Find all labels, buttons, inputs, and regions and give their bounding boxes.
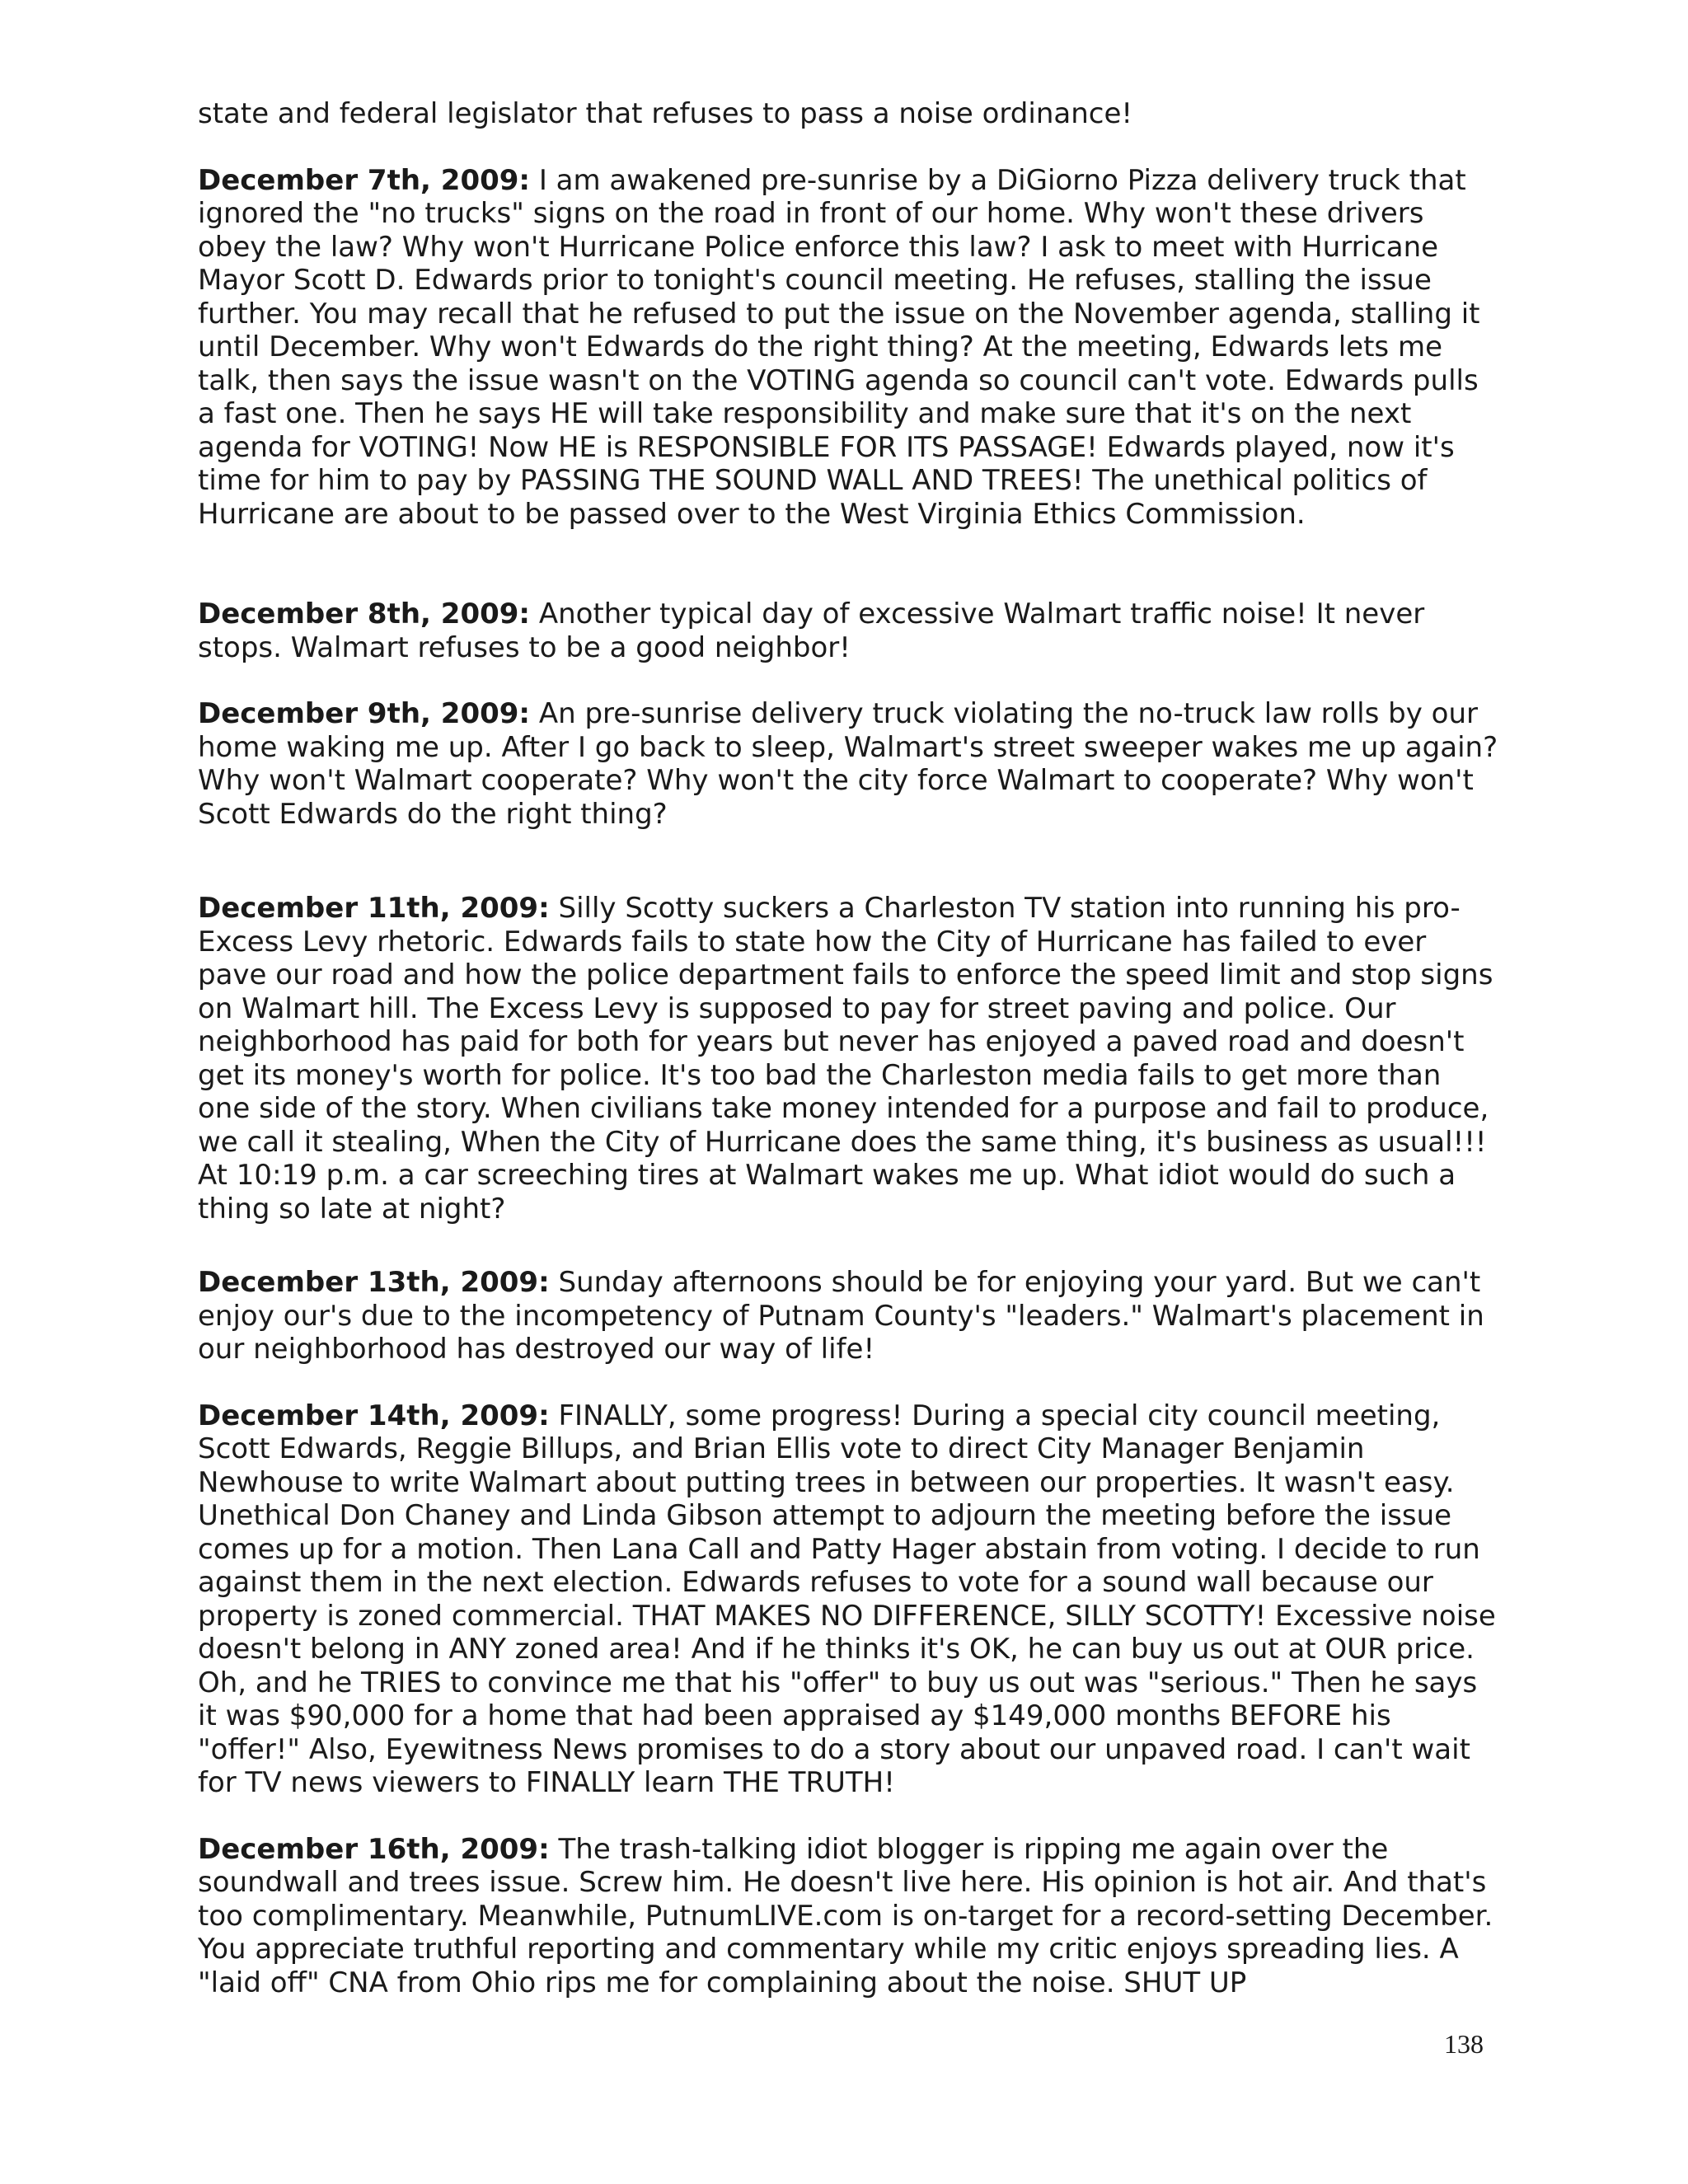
- entry-date: December 8th, 2009:: [198, 598, 531, 630]
- entry-dec-13: [198, 1266, 1500, 1366]
- entry-text: FINALLY, some progress! During a special city council meeting, Scott Edwards, Reggie Billups, and Brian Ellis vote to direct City Manager Benjamin Newhouse to write Walmart about putting trees in between our properties. It wasn't easy. Unethical Don Chaney and Linda Gibson attempt to adjourn the meeting before the issue comes up for a motion. Then Lana Call and Patty Hager abstain from voting. I decide to run against them in the next election. Edwards refuses to vote for a sound wall because our property is zoned commercial. THAT MAKES NO DIFFERENCE, SILLY SCOTTY! Excessive noise doesn't belong in ANY zoned area! And if he thinks it's OK, he can buy us out at OUR price. Oh, and he TRIES to convince me that his "offer" to buy us out was "serious." Then he says it was $90,000 for a home that had been appraised ay $149,000 months BEFORE his "offer!" Also, Eyewitness News promises to do a story about our unpaved road. I can't wait for TV news viewers to FINALLY learn THE TRUTH!: [198, 1399, 1496, 1799]
- entry-text: Silly Scotty suckers a Charleston TV station into running his pro-Excess Levy rhetoric. Edwards fails to state how the City of Hurricane has failed to ever pave our road and how the police department fails to enforce the speed limit and stop signs on Walmart hill. The Excess Levy is supposed to pay for street paving and police. Our neighborhood has paid for both for years but never has enjoyed a paved road and doesn't get its money's worth for police. It's too bad the Charleston media fails to get more than one side of the story. When civilians take money intended for a purpose and fail to produce, we call it stealing, When the City of Hurricane does the same thing, it's business as usual!!! At 10:19 p.m. a car screeching tires at Walmart wakes me up. What idiot would do such a thing so late at night?: [198, 892, 1493, 1226]
- entry-date: December 9th, 2009:: [198, 697, 531, 730]
- entry-date: December 14th, 2009:: [198, 1399, 550, 1432]
- entry-date: December 13th, 2009:: [198, 1266, 550, 1299]
- entry-dec-7: [198, 164, 1500, 532]
- entry-dec-14: [198, 1399, 1500, 1800]
- entry-text: An pre-sunrise delivery truck violating the no-truck law rolls by our home waking me up. After I go back to sleep, Walmart's street sweeper wakes me up again? Why won't Walmart cooperate? Why won't the city force Walmart to cooperate? Why won't Scott Edwards do the right thing?: [198, 697, 1498, 831]
- entry-date: December 7th, 2009:: [198, 163, 531, 197]
- entry-dec-16: [198, 1833, 1500, 2000]
- intro-paragraph: [198, 97, 1500, 131]
- page-number: 138: [1444, 2029, 1484, 2059]
- document-body: [198, 97, 1500, 1999]
- entry-text: Another typical day of excessive Walmart traffic noise! It never stops. Walmart refuses to be a good neighbor!: [198, 598, 1425, 664]
- entry-text: I am awakened pre-sunrise by a DiGiorno Pizza delivery truck that ignored the "no trucks" signs on the road in front of our home. Why won't these drivers obey the law? Why won't Hurricane Police enforce this law? I ask to meet with Hurricane Mayor Scott D. Edwards prior to tonight's council meeting. He refuses, stalling the issue further. You may recall that he refused to put the issue on the November agenda, stalling it until December. Why won't Edwards do the right thing? At the meeting, Edwards lets me talk, then says the issue wasn't on the VOTING agenda so council can't vote. Edwards pulls a fast one. Then he says HE will take responsibility and make sure that it's on the next agenda for VOTING! Now HE is RESPONSIBLE FOR ITS PASSAGE! Edwards played, now it's time for him to pay by PASSING THE SOUND WALL AND TREES! The unethical politics of Hurricane are about to be passed over to the West Virginia Ethics Commission.: [198, 163, 1480, 531]
- entry-dec-9: [198, 697, 1500, 831]
- entry-text: Sunday afternoons should be for enjoying your yard. But we can't enjoy our's due to the incompetency of Putnam County's "leaders." Walmart's placement in our neighborhood has destroyed our way of life!: [198, 1266, 1484, 1366]
- intro-text: state and federal legislator that refuses to pass a noise ordinance!: [198, 97, 1133, 130]
- entry-text: The trash-talking idiot blogger is ripping me again over the soundwall and trees issue. Screw him. He doesn't live here. His opinion is hot air. And that's too complimentary. Meanwhile, PutnumLIVE.com is on-target for a record-setting December. You appreciate truthful reporting and commentary while my critic enjoys spreading lies. A "laid off" CNA from Ohio rips me for complaining about the noise. SHUT UP: [198, 1832, 1493, 1999]
- entry-dec-8: [198, 598, 1500, 664]
- entry-date: December 16th, 2009:: [198, 1832, 550, 1866]
- entry-dec-11: [198, 892, 1500, 1226]
- entry-date: December 11th, 2009:: [198, 892, 550, 925]
